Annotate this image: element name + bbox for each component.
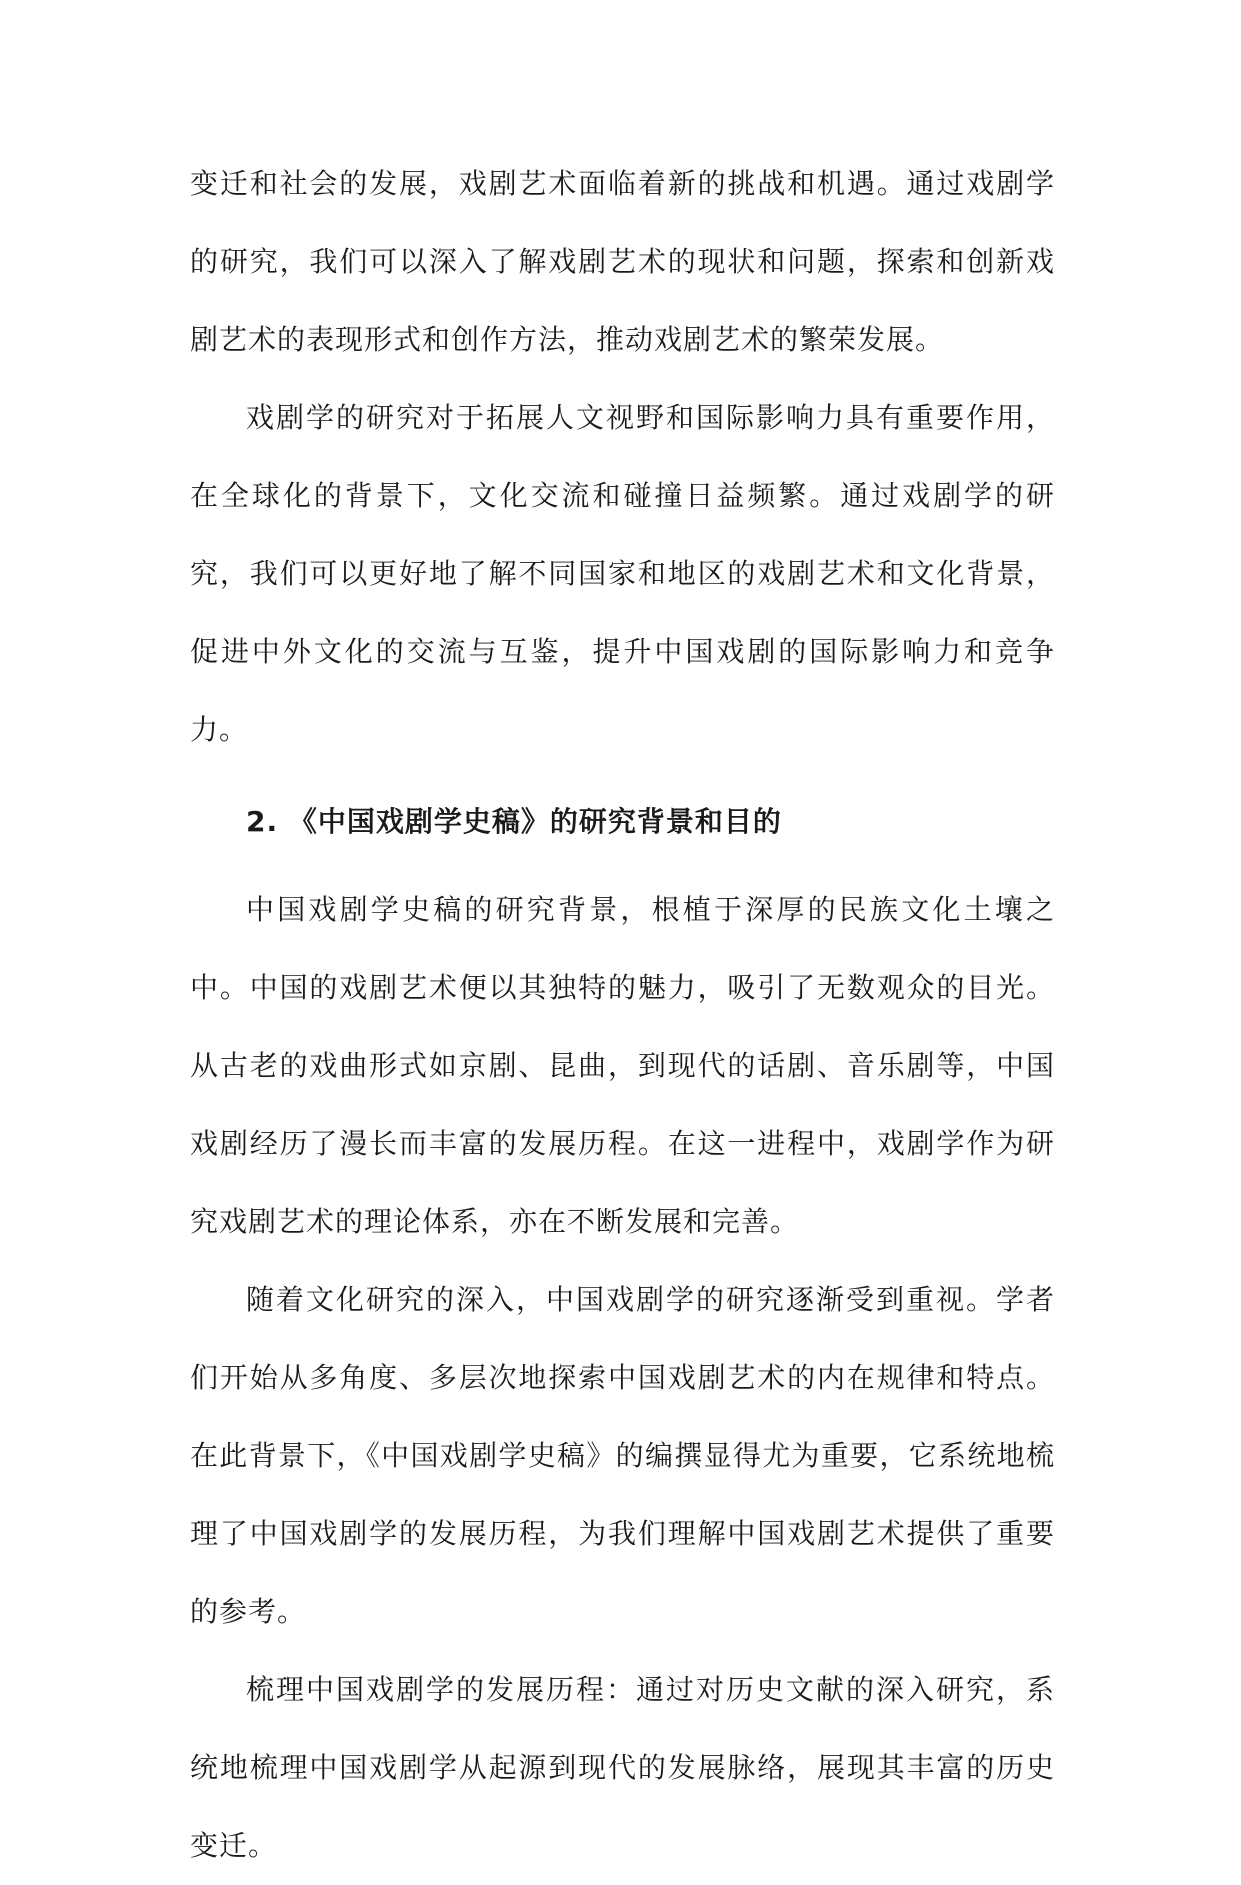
paragraph-cultural-research: 随着文化研究的深入，中国戏剧学的研究逐渐受到重视。学者们开始从多角度、多层次地探索中国戏剧艺术的内在规律和特点。在此背景下，《中国戏剧学史稿》的编撰显得尤为重要，它系统地梳理了中国戏剧学的发展历程，为我们理解中国戏剧艺术提供了重要的参考。 — [190, 1283, 1055, 1628]
document-body — [190, 145, 1055, 1885]
paragraph-continuation: 变迁和社会的发展，戏剧艺术面临着新的挑战和机遇。通过戏剧学的研究，我们可以深入了解戏剧艺术的现状和问题，探索和创新戏剧艺术的表现形式和创作方法，推动戏剧艺术的繁荣发展。 — [190, 167, 1055, 356]
paragraph-international-influence: 戏剧学的研究对于拓展人文视野和国际影响力具有重要作用，在全球化的背景下，文化交流和碰撞日益频繁。通过戏剧学的研究，我们可以更好地了解不同国家和地区的戏剧艺术和文化背景，促进中外文化的交流与互鉴，提升中国戏剧的国际影响力和竞争力。 — [190, 401, 1055, 746]
paragraph-development-history: 梳理中国戏剧学的发展历程：通过对历史文献的深入研究，系统地梳理中国戏剧学从起源到现代的发展脉络，展现其丰富的历史变迁。 — [190, 1673, 1055, 1862]
paragraph-research-background: 中国戏剧学史稿的研究背景，根植于深厚的民族文化土壤之中。中国的戏剧艺术便以其独特的魅力，吸引了无数观众的目光。从古老的戏曲形式如京剧、昆曲，到现代的话剧、音乐剧等，中国戏剧经历了漫长而丰富的发展历程。在这一进程中，戏剧学作为研究戏剧艺术的理论体系，亦在不断发展和完善。 — [190, 893, 1055, 1238]
section-heading: 2. 《中国戏剧学史稿》的研究背景和目的 — [246, 805, 782, 838]
